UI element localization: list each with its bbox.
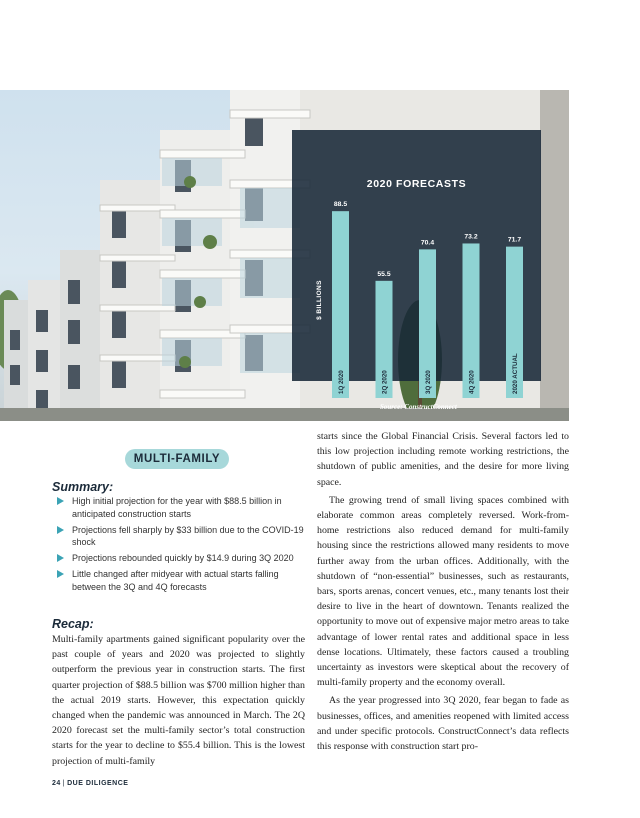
summary-list bbox=[52, 495, 307, 597]
hero-photo bbox=[0, 90, 569, 421]
summary-bullet bbox=[52, 524, 307, 549]
summary-bullet-text: Projections rebounded quickly by $14.9 during 3Q 2020 bbox=[72, 553, 294, 563]
body-paragraph: The growing trend of small living spaces combined with elaborate common areas completely reversed. Work-from-home restrictions also reduced demand for multi-family housing since the restrictions allowed many residents to move further away from the urban offices. Additionally, with the shutdown of “non-essential” businesses, such as restaurants, bars, sports arenas, concert venues, etc., many tenants lost their desire to live in the heart of downtown. Tenants realized the opportunity to move out of expensive major metro areas to take advantage of lower rental rates and additional space in less dense locations. Ultimately, these factors caused a troubling uncertainty as investors were skeptical about the recovery of multi-family property and the economy overall. bbox=[317, 494, 569, 689]
category-label: 3Q 2020 bbox=[424, 370, 432, 394]
data-label: 73.2 bbox=[464, 233, 478, 241]
data-label: 88.5 bbox=[333, 201, 348, 209]
right-column bbox=[317, 429, 569, 754]
chart-title: 2020 FORECASTS bbox=[366, 178, 467, 190]
category-label: 2020 ACTUAL bbox=[511, 353, 519, 394]
recap-heading: Recap: bbox=[52, 617, 94, 631]
recap-paragraph: Multi-family apartments gained significant popularity over the past couple of years and 2020 was projected to slightly outperform the previous year in construction starts. The first quarter projection of $88.5 billion was $700 million higher than the actual 2019 starts. However, this expectation quickly changed when the pandemic was announced in March. The 2Q 2020 forecast set the multi-family sector’s total construction starts for the year to decline to $55.4 billion. This is the lowest projection of multi-family bbox=[52, 634, 305, 767]
summary-bullet bbox=[52, 495, 307, 520]
summary-bullet-text: Little changed after midyear with actual starts falling between the 3Q and 4Q forecasts bbox=[72, 569, 279, 592]
section-pill: MULTI-FAMILY bbox=[125, 449, 229, 469]
page-number: 24 bbox=[52, 780, 61, 787]
chart-panel bbox=[292, 130, 541, 411]
summary-heading: Summary: bbox=[52, 480, 114, 494]
summary-bullet bbox=[52, 552, 307, 565]
page-footer bbox=[52, 780, 128, 787]
data-label: 55.5 bbox=[377, 270, 391, 278]
summary-bullet bbox=[52, 568, 307, 593]
bar-1q-2020 bbox=[332, 211, 349, 398]
category-label: 4Q 2020 bbox=[468, 370, 476, 394]
category-label: 1Q 2020 bbox=[337, 370, 345, 394]
arrow-bullet-icon bbox=[57, 526, 64, 534]
summary-bullet-text: Projections fell sharply by $33 billion due to the COVID-19 shock bbox=[72, 524, 304, 547]
footer-separator: | bbox=[62, 780, 66, 787]
publication-name: DUE DILIGENCE bbox=[67, 780, 129, 787]
arrow-bullet-icon bbox=[57, 570, 64, 578]
arrow-bullet-icon bbox=[57, 497, 64, 505]
summary-bullet-text: High initial projection for the year with $88.5 billion in anticipated construction starts bbox=[72, 496, 282, 519]
bar-chart bbox=[292, 130, 541, 394]
body-paragraph: starts since the Global Financial Crisis. Several factors led to this low projection including remote working restrictions, the shutdown of public amenities, and the desire for more living space. bbox=[317, 431, 569, 488]
chart-source: Source: ConstructConnect bbox=[380, 403, 457, 411]
body-paragraph: As the year progressed into 3Q 2020, fear began to fade as businesses, offices, and amenities reopened with limited access and under specific protocols. ConstructConnect’s data reflects this response with construction start pro- bbox=[317, 695, 569, 753]
arrow-bullet-icon bbox=[57, 554, 64, 562]
data-label: 70.4 bbox=[420, 239, 435, 247]
category-label: 2Q 2020 bbox=[381, 370, 389, 394]
data-label: 71.7 bbox=[507, 236, 522, 244]
y-axis-label: $ BILLIONS bbox=[316, 280, 323, 320]
